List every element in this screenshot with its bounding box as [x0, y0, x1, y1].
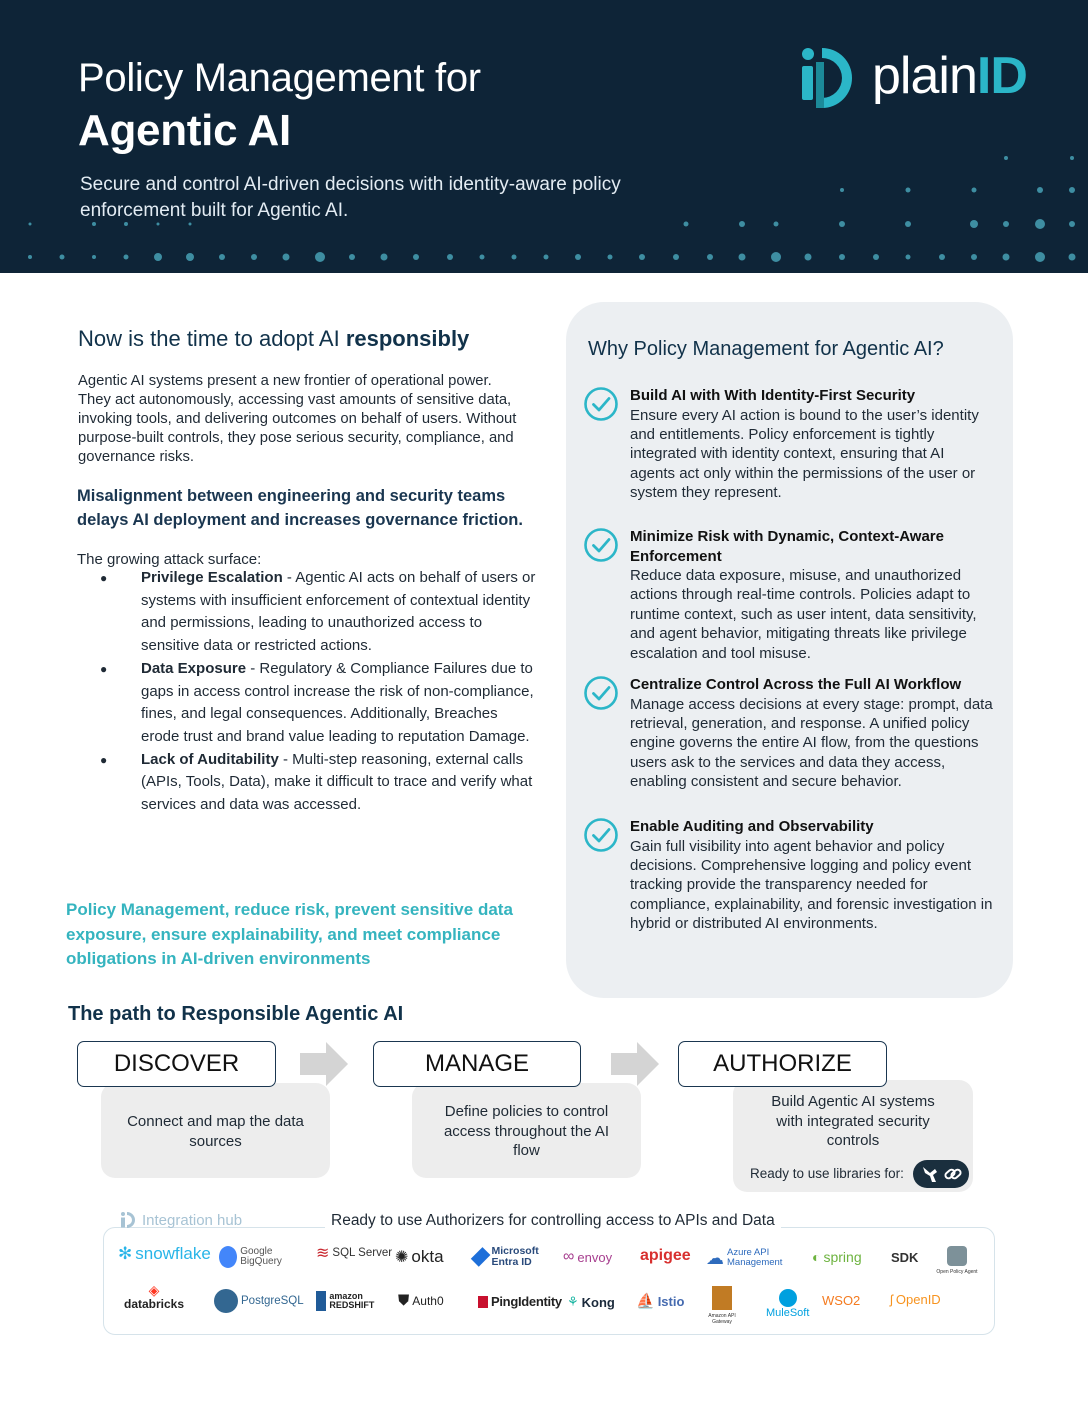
why-item-title: Build AI with With Identity-First Security	[630, 387, 916, 404]
policy-management-statement: Policy Management, reduce risk, prevent sensitive data exposure, ensure explainability, and meet compliance obligations in AI-driven environments	[66, 900, 513, 968]
check-circle-icon	[583, 675, 619, 711]
page-subtitle: Secure and control AI-driven decisions with identity-aware policy enforcement built for Agentic AI.	[80, 174, 621, 221]
spring-icon: ◐	[812, 1249, 821, 1265]
why-item-text: Reduce data exposure, misuse, and unauthorized actions through real-time controls. Policies adapt to runtime context, such as user intent, data sensitivity, and agent behavior, mitigating threats like privilege escalation and tool misuse.	[630, 567, 977, 662]
istio-logo: ⛵ Istio	[636, 1293, 685, 1310]
library-logos	[913, 1160, 969, 1188]
why-item-text: Ensure every AI action is bound to the user’s identity and entitlements. Policy enforcement is tightly integrated with identity context, ensuring that AI agents act only within the permissions of the user or system they represent.	[630, 406, 979, 502]
sql-server-logo: ≋ SQL Server	[316, 1245, 393, 1262]
page-title-line1: Policy Management for	[78, 56, 481, 100]
auth0-icon: ⛊	[398, 1292, 410, 1309]
redshift-icon	[316, 1291, 326, 1311]
misalignment-statement: Misalignment between engineering and security teams delays AI deployment and increases governance friction.	[77, 487, 523, 529]
openid-icon: ʃ	[890, 1292, 893, 1307]
attack-surface-heading: The growing attack surface:	[77, 551, 262, 568]
integration-caption: Ready to use Authorizers for controlling access to APIs and Data	[325, 1212, 781, 1230]
chain-link-icon	[942, 1163, 964, 1185]
check-circle-icon	[583, 527, 619, 563]
discover-card	[101, 1083, 330, 1178]
list-item: ● Lack of Auditability - Multi-step reasoning, external calls (APIs, Tools, Data), make it difficult to trace and verify what services and data was accessed.	[100, 750, 533, 814]
manage-step: MANAGE	[373, 1041, 581, 1087]
spring-logo: ◐ spring	[812, 1249, 862, 1265]
okta-icon: ✺	[395, 1249, 409, 1266]
entra-id-logo: Microsoft Entra ID	[473, 1246, 555, 1268]
openid-logo: ʃ OpenID	[890, 1292, 941, 1307]
integration-hub-frame	[103, 1227, 995, 1335]
plainid-logo	[792, 42, 1042, 114]
why-item	[583, 817, 993, 934]
path-section-title: The path to Responsible Agentic AI	[68, 1003, 404, 1025]
ping-icon	[478, 1296, 488, 1308]
authorize-description: Build Agentic AI systems with integrated security controls	[771, 1093, 935, 1149]
page-title-line2: Agentic AI	[78, 106, 291, 155]
plainid-hub-icon	[118, 1210, 138, 1230]
pingidentity-logo: PingIdentity	[478, 1294, 562, 1309]
entra-id-icon	[471, 1247, 491, 1267]
why-item-text: Gain full visibility into agent behavior and policy decisions. Comprehensive logging and policy event tracking provide the transparency needed for compliance, explainability, and forensic investigation in hybrid or distributed AI environments.	[630, 837, 993, 933]
kong-icon: ⚘	[567, 1294, 579, 1309]
why-policy-panel	[566, 302, 1013, 998]
intro-heading: Now is the time to adopt AI responsibly	[78, 326, 470, 351]
check-circle-icon	[583, 817, 619, 853]
opa-logo: Open Policy Agent	[935, 1246, 979, 1275]
bird-icon	[920, 1163, 942, 1185]
cloud-icon: ☁	[706, 1248, 724, 1268]
snowflake-logo: ✻ snowflake	[118, 1244, 211, 1263]
why-item-title: Minimize Risk with Dynamic, Context-Aware Enforcement	[630, 528, 944, 565]
auth0-logo: ⛊ Auth0	[398, 1292, 444, 1309]
bullet-icon: ●	[100, 571, 108, 585]
opa-icon	[947, 1246, 967, 1266]
mulesoft-logo: MuleSoft	[766, 1289, 809, 1319]
postgresql-icon	[214, 1289, 238, 1313]
why-item	[583, 386, 993, 503]
check-circle-icon	[583, 386, 619, 422]
why-item	[583, 675, 993, 792]
header-banner	[0, 0, 1088, 273]
plainid-logo-icon	[792, 42, 864, 114]
arrow-right-icon	[300, 1042, 348, 1086]
sql-server-icon: ≋	[316, 1245, 330, 1262]
why-panel-title: Why Policy Management for Agentic AI?	[588, 338, 944, 360]
why-item-text: Manage access decisions at every stage: prompt, data retrieval, generation, and response. A unified policy engine governs the entire AI flow, from the questions users ask to the services and data they access, enabling consistent and secure behavior.	[630, 695, 993, 791]
bigquery-icon	[219, 1246, 237, 1268]
envoy-logo: ∞ envoy	[563, 1248, 613, 1265]
redshift-logo: amazon REDSHIFT	[316, 1291, 376, 1311]
databricks-logo: ◈ databricks	[124, 1282, 185, 1311]
sdk-logo: SDK	[891, 1250, 919, 1265]
azure-api-logo: ☁ Azure API Management	[706, 1247, 783, 1268]
databricks-icon: ◈	[148, 1282, 160, 1298]
snowflake-icon: ✻	[118, 1244, 133, 1263]
why-item-title: Enable Auditing and Observability	[630, 818, 874, 835]
authorize-step: AUTHORIZE	[678, 1041, 887, 1087]
why-item-title: Centralize Control Across the Full AI Workflow	[630, 676, 962, 693]
integration-hub-label: Integration hub	[118, 1210, 242, 1230]
discover-description: Connect and map the data sources	[127, 1113, 304, 1150]
libraries-label: Ready to use libraries for:	[750, 1166, 904, 1181]
why-item	[583, 527, 993, 663]
intro-paragraph: Agentic AI systems present a new frontier of operational power. They act autonomously, accessing vast amounts of sensitive data, invoking tools, and delivering outcomes on behalf of users. Without purpose-built controls, they pose serious security, compliance, and governance risks.	[78, 373, 517, 465]
bullet-icon: ●	[100, 661, 108, 676]
kong-logo: ⚘ Kong	[567, 1294, 615, 1310]
mulesoft-icon	[779, 1289, 797, 1307]
bigquery-logo: Google BigQuery	[219, 1246, 294, 1268]
apigee-logo: apigee	[640, 1247, 691, 1264]
manage-description: Define policies to control access throughout the AI flow	[443, 1103, 610, 1159]
plainid-logo-wordmark: plainID	[872, 47, 1027, 105]
envoy-icon: ∞	[563, 1248, 575, 1265]
api-gateway-icon	[712, 1286, 732, 1310]
list-item: ● Privilege Escalation - Agentic AI acts on behalf of users or systems with insufficient enforcement of contextual identity and permissions, leading to unauthorized access to sensitive data or restricted actions.	[100, 569, 536, 655]
postgresql-logo: PostgreSQL	[214, 1289, 304, 1313]
attack-surface-list	[100, 567, 540, 817]
bullet-icon: ●	[100, 752, 108, 767]
istio-icon: ⛵	[636, 1293, 655, 1310]
manage-card	[412, 1083, 641, 1178]
amazon-api-gateway-logo: Amazon API Gateway	[704, 1286, 740, 1325]
discover-step: DISCOVER	[77, 1041, 276, 1087]
list-item: ● Data Exposure - Regulatory & Compliance Failures due to gaps in access control increase the risk of non-compliance, fines, and legal consequences. Additionally, Breaches erode trust and brand value leading to reputation Damage.	[100, 659, 534, 745]
arrow-right-icon	[611, 1042, 659, 1086]
wso2-logo: WSO2	[822, 1293, 861, 1308]
okta-logo: ✺ okta	[395, 1247, 444, 1266]
